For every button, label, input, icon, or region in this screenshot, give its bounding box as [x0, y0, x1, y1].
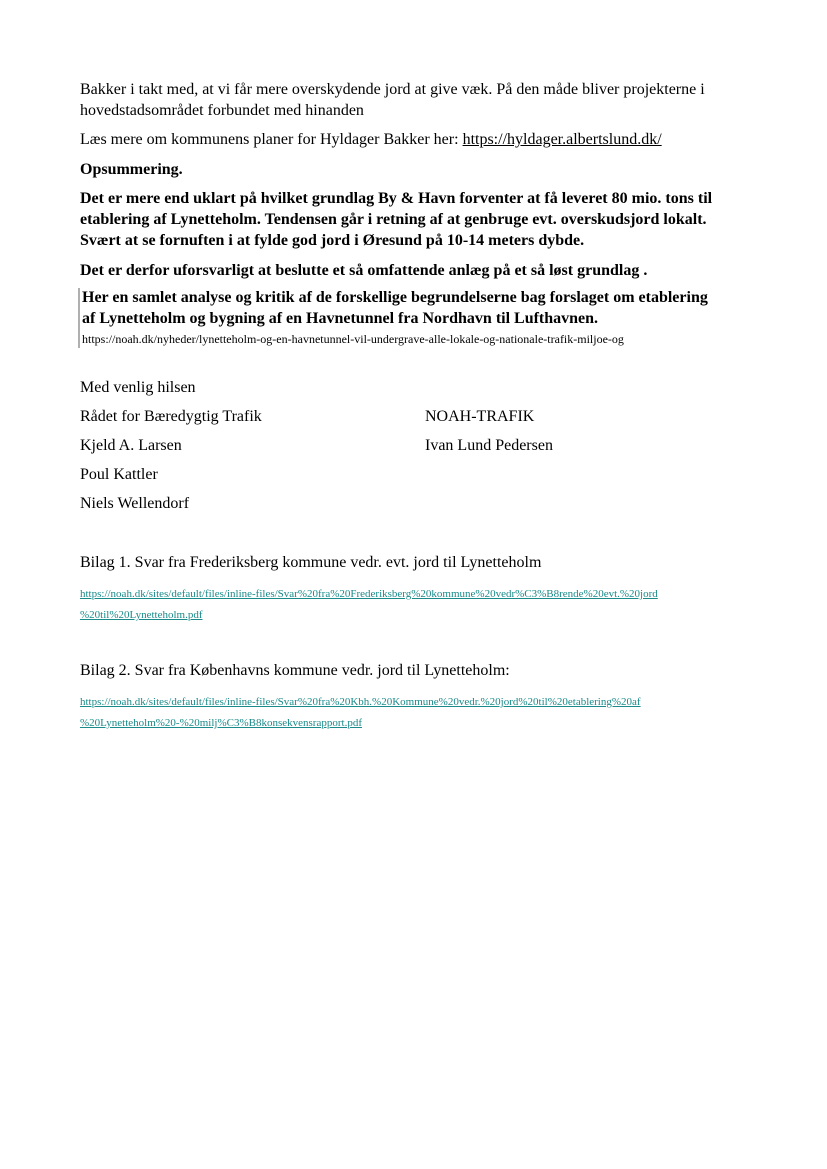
- signature-org2: NOAH-TRAFIK: [425, 408, 535, 425]
- intro-line-1: Bakker i takt med, at vi får mere overskydende jord at give væk. På den måde bliver projekterne i: [80, 81, 705, 98]
- analysis-line-1: Her en samlet analyse og kritik af de forskellige begrundelserne bag forslaget om etablering: [82, 289, 708, 306]
- attachment-1-link-line-1[interactable]: https://noah.dk/sites/default/files/inline-files/Svar%20fra%20Frederiksberg%20kommune%20vedr%C3%B8rende%20evt.%20jord: [80, 588, 658, 600]
- attachment-2-title: Bilag 2. Svar fra Københavns kommune vedr. jord til Lynetteholm:: [80, 662, 510, 679]
- analysis-line-2: af Lynetteholm og bygning af en Havnetunnel fra Nordhavn til Lufthavnen.: [82, 310, 599, 327]
- signature-person-ivan: Ivan Lund Pedersen: [425, 437, 553, 454]
- attachment-1-link-line-2[interactable]: %20til%20Lynetteholm.pdf: [80, 609, 203, 621]
- attachment-2-link-line-1[interactable]: https://noah.dk/sites/default/files/inline-files/Svar%20fra%20Kbh.%20Kommune%20vedr.%20jord%20til%20etablering%20af: [80, 696, 641, 708]
- summary-heading: Opsummering.: [80, 161, 183, 178]
- summary-para1-line-1: Det er mere end uklart på hvilket grundlag By & Havn forventer at få leveret 80 mio. tons til: [80, 190, 713, 207]
- signature-org1: Rådet for Bæredygtig Trafik: [80, 408, 262, 425]
- quote-bar: [78, 288, 80, 348]
- intro-line-2: hovedstadsområdet forbundet med hinanden: [80, 102, 364, 119]
- read-more-text: Læs mere om kommunens planer for Hyldager Bakker her:: [80, 131, 463, 148]
- signature-person-poul: Poul Kattler: [80, 466, 158, 483]
- signature-greeting: Med venlig hilsen: [80, 379, 196, 396]
- analysis-url: https://noah.dk/nyheder/lynetteholm-og-en-havnetunnel-vil-undergrave-alle-lokale-og-nationale-trafik-miljoe-og: [82, 332, 624, 346]
- attachment-1-title: Bilag 1. Svar fra Frederiksberg kommune vedr. evt. jord til Lynetteholm: [80, 554, 542, 571]
- hyldager-link[interactable]: https://hyldager.albertslund.dk/: [462, 131, 662, 148]
- summary-para1-line-3: Svært at se fornuften i at fylde god jord i Øresund på 10-14 meters dybde.: [80, 232, 585, 249]
- signature-person-niels: Niels Wellendorf: [80, 495, 190, 512]
- read-more-paragraph: [80, 130, 662, 150]
- attachment-2-link-line-2[interactable]: %20Lynetteholm%20-%20milj%C3%B8konsekvensrapport.pdf: [80, 717, 362, 729]
- summary-para2: Det er derfor uforsvarligt at beslutte et så omfattende anlæg på et så løst grundlag .: [80, 262, 648, 279]
- summary-para1-line-2: etablering af Lynetteholm. Tendensen går i retning af at genbruge evt. overskudsjord lokalt.: [80, 211, 707, 228]
- signature-person-kjeld: Kjeld A. Larsen: [80, 437, 182, 454]
